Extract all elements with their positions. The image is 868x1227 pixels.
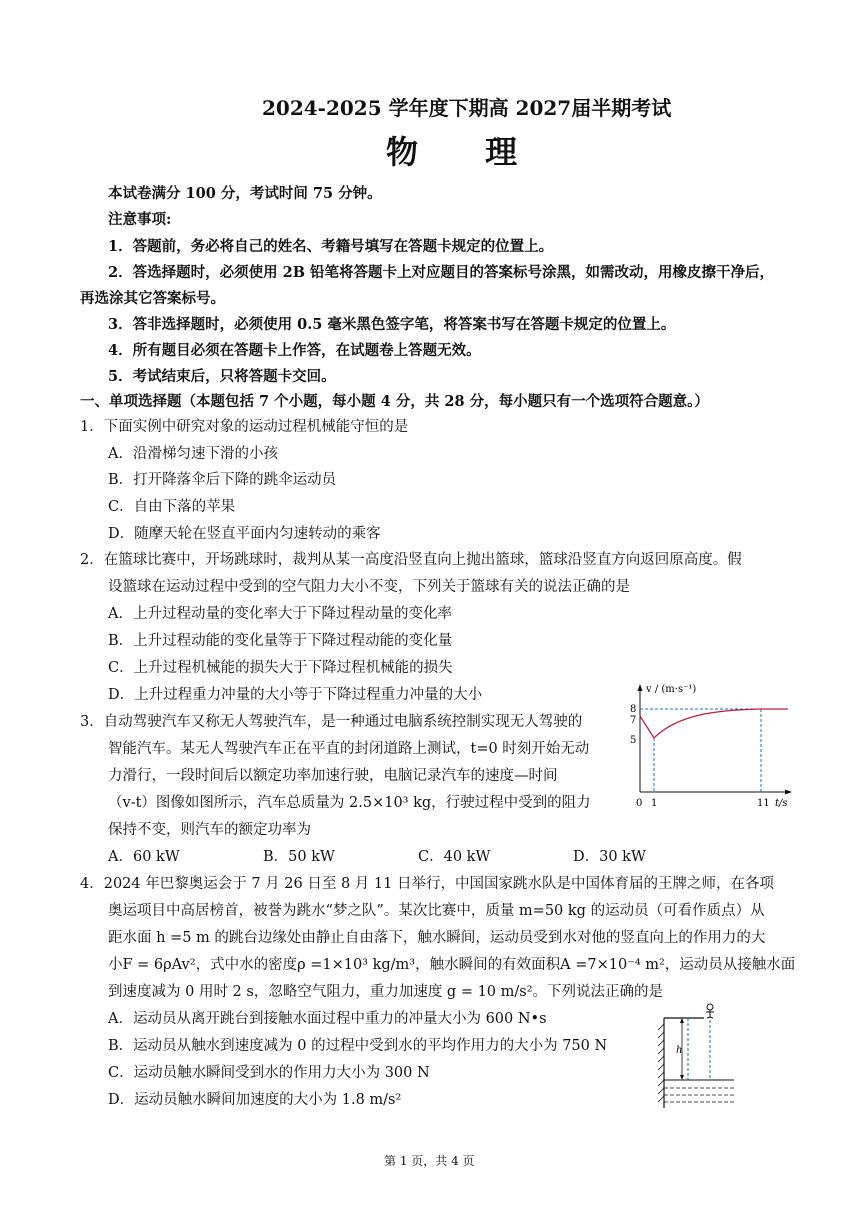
question-stem: （v-t）图像如图所示，汽车总质量为 2.5×10³ kg，行驶过程中受到的阻力 bbox=[108, 795, 591, 811]
option: A．沿滑梯匀速下滑的小孩 bbox=[108, 446, 278, 462]
option: D．30 kW bbox=[573, 849, 646, 865]
y-tick-label: 8 bbox=[630, 704, 637, 715]
h-arrow-head-bottom bbox=[680, 1075, 684, 1080]
y-axis-arrow bbox=[638, 684, 643, 691]
section-heading: 一、单项选择题（本题包括 7 个小题，每小题 4 分，共 28 分，每小题只有一个选项符合题意。） bbox=[80, 393, 709, 410]
notice-item: 2．答选择题时，必须使用 2B 铅笔将答题卡上对应题目的答案标号涂黑，如需改动，用橡皮擦干净后， bbox=[108, 264, 775, 281]
question-stem: 距水面 h =5 m 的跳台边缘处由静止自由落下，触水瞬间，运动员受到水对他的竖直向上的作用力的大 bbox=[108, 930, 766, 946]
question-stem: 4．2024 年巴黎奥运会于 7 月 26 日至 8 月 11 日举行，中国国家跳水队是中国体育届的王牌之师，在各项 bbox=[80, 876, 774, 892]
question-stem: 力滑行，一段时间后以额定功率加速行驶，电脑记录汽车的速度—时间 bbox=[108, 768, 558, 784]
question-stem: 1．下面实例中研究对象的运动过程机械能守恒的是 bbox=[80, 419, 409, 435]
option: A．60 kW bbox=[108, 849, 180, 865]
wall-hatching bbox=[658, 1024, 664, 1102]
question-stem: 2．在篮球比赛中，开场跳球时，裁判从某一高度沿竖直向上抛出篮球，篮球沿竖直方向返回原高度。假 bbox=[80, 552, 742, 568]
notice-item: 3．答非选择题时，必须使用 0.5 毫米黑色签字笔，将答案书写在答题卡规定的位置上。 bbox=[108, 316, 676, 333]
x-tick-label: 1 bbox=[651, 798, 658, 809]
h-arrow-head-top bbox=[680, 1018, 684, 1023]
question-stem: 保持不变，则汽车的额定功率为 bbox=[108, 822, 311, 838]
notice-heading: 注意事项: bbox=[108, 211, 172, 228]
option: C．自由下落的苹果 bbox=[108, 499, 236, 515]
option: A．运动员从离开跳台到接触水面过程中重力的冲量大小为 600 N•s bbox=[108, 1011, 547, 1027]
x-axis-label: t/s bbox=[775, 798, 788, 809]
x-tick-label: 0 bbox=[636, 798, 643, 809]
h-label: h bbox=[676, 1045, 683, 1056]
question-stem: 设篮球在运动过程中受到的空气阻力大小不变，下列关于篮球有关的说法正确的是 bbox=[108, 579, 630, 595]
option: D．随摩天轮在竖直平面内匀速转动的乘客 bbox=[108, 526, 381, 542]
notice-item: 5．考试结束后，只将答题卡交回。 bbox=[108, 368, 336, 385]
question-stem: 3．自动驾驶汽车又称无人驾驶汽车，是一种通过电脑系统控制实现无人驾驶的 bbox=[80, 714, 583, 730]
x-axis-arrow bbox=[785, 790, 792, 795]
diving-platform-figure bbox=[652, 1000, 736, 1110]
subject-title: 物 理 bbox=[386, 133, 546, 171]
y-tick-label: 5 bbox=[630, 735, 637, 746]
diver-body bbox=[706, 1010, 714, 1018]
option: D．运动员触水瞬间加速度的大小为 1.8 m/s² bbox=[108, 1092, 402, 1108]
notice-item: 1．答题前，务必将自己的姓名、考籍号填写在答题卡规定的位置上。 bbox=[108, 238, 554, 255]
velocity-curve bbox=[640, 709, 788, 738]
option: D．上升过程重力冲量的大小等于下降过程重力冲量的大小 bbox=[108, 687, 483, 703]
exam-title: 2024-2025 学年度下期高 2027届半期考试 bbox=[262, 96, 672, 120]
x-tick-label: 11 bbox=[757, 798, 770, 809]
y-axis-label: v / (m·s⁻¹) bbox=[646, 684, 697, 695]
option: B．上升过程动能的变化量等于下降过程动能的变化量 bbox=[108, 633, 453, 649]
question-stem: 到速度减为 0 用时 2 s，忽略空气阻力，重力加速度 g = 10 m/s²。下列说法正确的是 bbox=[108, 984, 664, 1000]
y-tick-label: 7 bbox=[630, 715, 637, 726]
notice-item: 再选涂其它答案标号。 bbox=[80, 290, 225, 307]
question-stem: 奥运项目中高居榜首，被誉为跳水“梦之队”。某次比赛中，质量 m=50 kg 的运动员（可看作质点）从 bbox=[108, 903, 765, 919]
option: C．40 kW bbox=[418, 849, 491, 865]
option: B．50 kW bbox=[263, 849, 335, 865]
option: A．上升过程动量的变化率大于下降过程动量的变化率 bbox=[108, 606, 452, 622]
option: C．上升过程机械能的损失大于下降过程机械能的损失 bbox=[108, 660, 453, 676]
notice-item: 4．所有题目必须在答题卡上作答，在试题卷上答题无效。 bbox=[108, 342, 481, 359]
velocity-time-graph bbox=[618, 680, 798, 812]
page-number: 第 1 页，共 4 页 bbox=[384, 1154, 475, 1168]
question-stem: 小F = 6ρAv²，式中水的密度ρ =1×10³ kg/m³，触水瞬间的有效面积A =7×10⁻⁴ m²，运动员从接触水面 bbox=[108, 957, 796, 973]
question-stem: 智能汽车。某无人驾驶汽车正在平直的封闭道路上测试，t=0 时刻开始无动 bbox=[108, 741, 590, 757]
option: B．运动员从触水到速度减为 0 的过程中受到水的平均作用力的大小为 750 N bbox=[108, 1038, 608, 1054]
diver-head bbox=[707, 1004, 713, 1010]
option: B．打开降落伞后下降的跳伞运动员 bbox=[108, 472, 337, 488]
option: C．运动员触水瞬间受到水的作用力大小为 300 N bbox=[108, 1065, 430, 1081]
score-line: 本试卷满分 100 分，考试时间 75 分钟。 bbox=[108, 185, 382, 202]
